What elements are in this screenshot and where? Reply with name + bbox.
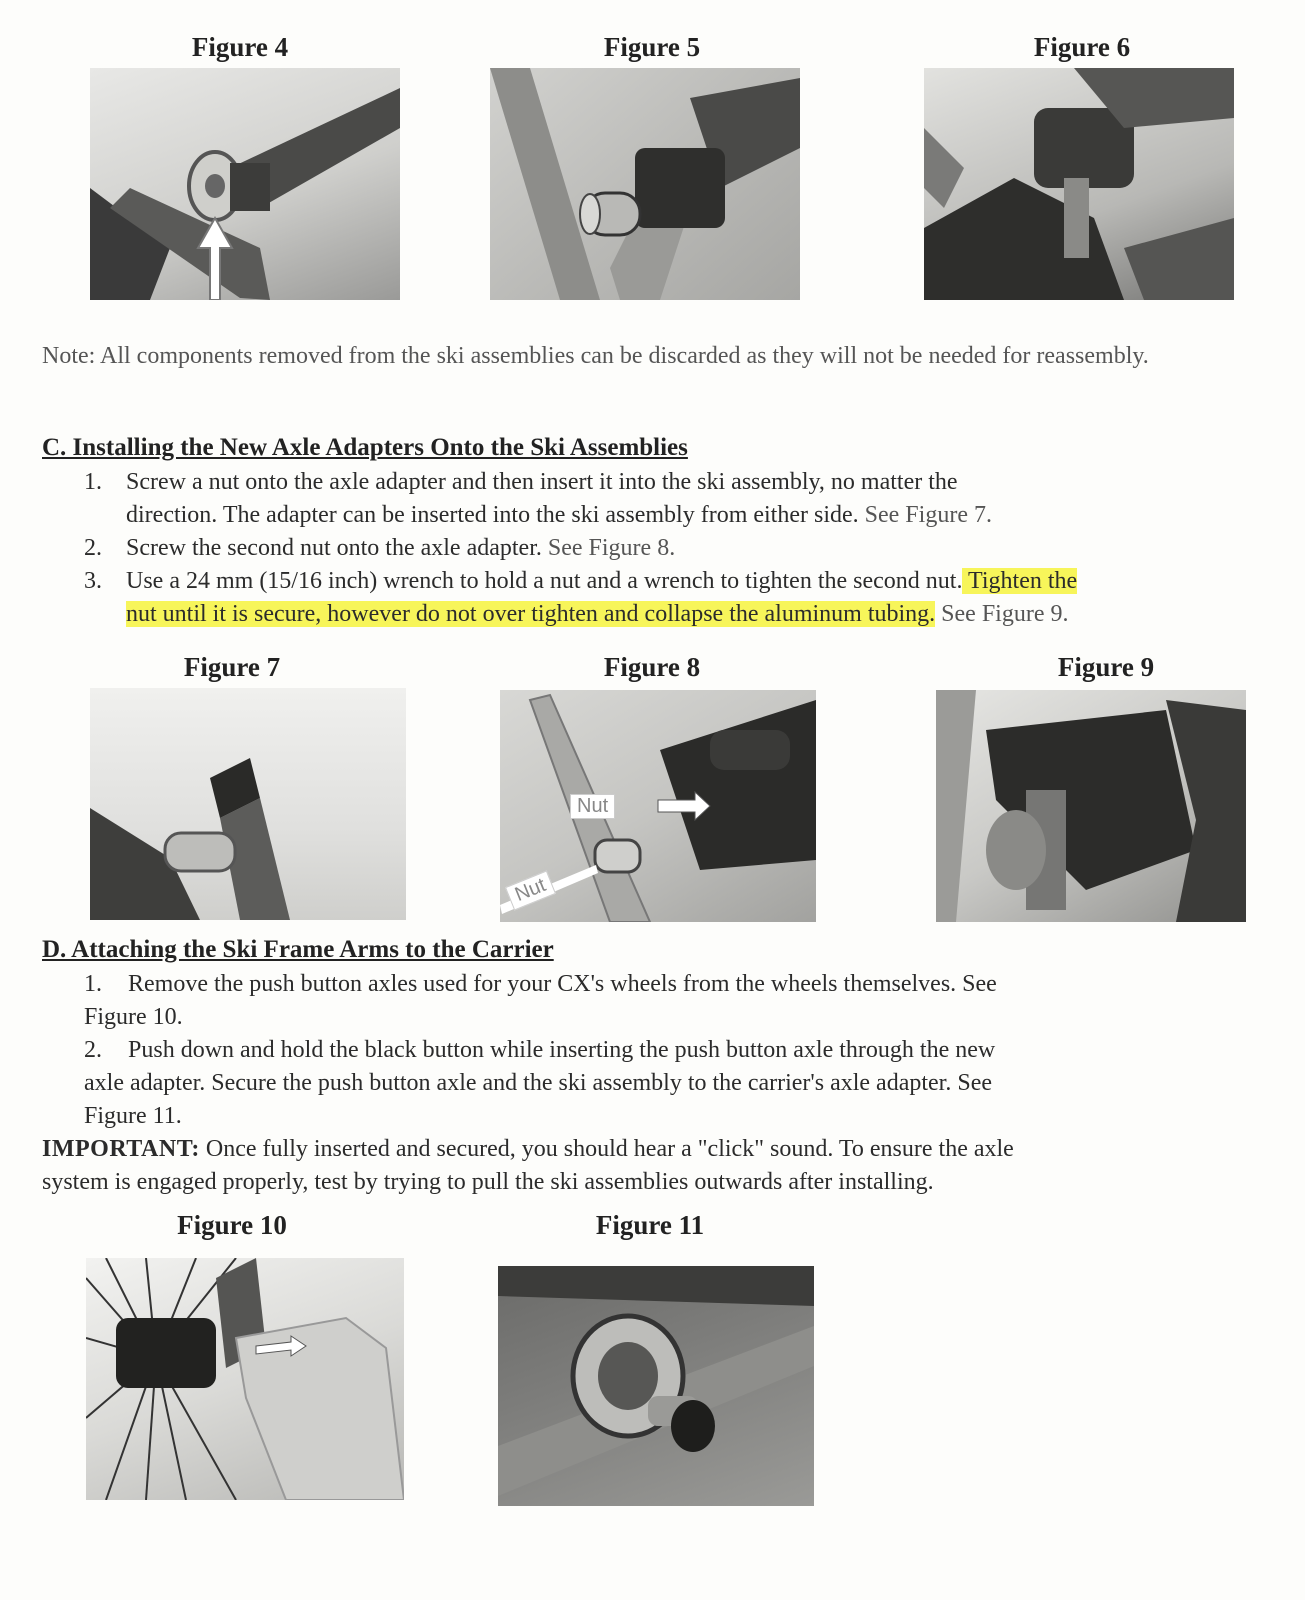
important-line1: Once fully inserted and secured, you should hear a "click" sound. To ensure the axle <box>199 1136 1014 1162</box>
step-c1 <box>84 466 1264 532</box>
step-d1-line2: Figure 10. <box>84 1004 183 1030</box>
step-c2-number: 2. <box>84 535 102 561</box>
step-d1 <box>84 968 1264 1034</box>
note-line-1 <box>42 340 1282 373</box>
figure-10-label: Figure 10 <box>177 1210 287 1240</box>
figure-8-nut-label-bottom: Nut <box>505 870 556 910</box>
step-d2 <box>84 1034 1274 1133</box>
figure-6-photo <box>924 68 1234 300</box>
step-c1-number: 1. <box>84 469 102 495</box>
step-c3-see-figure: See Figure 9. <box>935 601 1069 627</box>
figure-5-label: Figure 5 <box>603 32 701 62</box>
figure-7-photo <box>90 688 406 920</box>
figure-8-photo <box>500 690 816 922</box>
figure-10-photo <box>86 1258 404 1500</box>
step-d2-line1: Push down and hold the black button while inserting the push button axle through the new <box>128 1037 996 1063</box>
figure-8-nut-label-top: Nut <box>570 794 615 819</box>
step-c3 <box>84 565 1274 631</box>
figure-4-label: Figure 4 <box>191 32 289 62</box>
figure-7-label: Figure 7 <box>183 652 281 682</box>
figure-8-label: Figure 8 <box>603 652 701 682</box>
note-text: Note: All components removed from the ski assemblies can be discarded as they will not be needed for reassembly. <box>42 343 1149 369</box>
figure-9-photo <box>936 690 1246 922</box>
step-c3-highlight-2: nut until it is secure, however do not over tighten and collapse the aluminum tubing. <box>126 601 936 627</box>
step-c2-text: Screw the second nut onto the axle adapter. <box>126 535 542 561</box>
section-d-heading: D. Attaching the Ski Frame Arms to the Carrier <box>42 936 554 963</box>
step-c3-number: 3. <box>84 568 102 594</box>
important-label: IMPORTANT: <box>42 1136 200 1162</box>
step-d2-line3: Figure 11. <box>84 1103 182 1129</box>
step-c2 <box>84 532 1264 565</box>
step-d2-line2: axle adapter. Secure the push button axle and the ski assembly to the carrier's axle adapter. See <box>84 1070 993 1096</box>
step-d1-line1: Remove the push button axles used for your CX's wheels from the wheels themselves. See <box>128 971 997 997</box>
step-c2-see-figure: See Figure 8. <box>541 535 676 561</box>
important-note <box>42 1133 1282 1199</box>
section-c-heading: C. Installing the New Axle Adapters Onto the Ski Assemblies <box>42 434 688 461</box>
figure-9-label: Figure 9 <box>1057 652 1155 682</box>
figure-11-photo <box>498 1266 814 1506</box>
step-c1-line1: Screw a nut onto the axle adapter and then insert it into the ski assembly, no matter the <box>126 469 958 495</box>
step-d2-number: 2. <box>84 1037 102 1063</box>
important-line2: system is engaged properly, test by trying to pull the ski assemblies outwards after installing. <box>42 1169 934 1195</box>
step-c3-highlight-1: Tighten the <box>962 568 1078 594</box>
figure-11-label: Figure 11 <box>595 1210 705 1240</box>
step-c1-see-figure: See Figure 7. <box>858 502 992 528</box>
step-c1-line2: direction. The adapter can be inserted into the ski assembly from either side. <box>126 502 859 528</box>
figure-4-photo <box>90 68 400 300</box>
step-d1-number: 1. <box>84 971 102 997</box>
step-c3-line1: Use a 24 mm (15/16 inch) wrench to hold a nut and a wrench to tighten the second nut. <box>126 568 963 594</box>
figure-5-photo <box>490 68 800 300</box>
figure-6-label: Figure 6 <box>1033 32 1131 62</box>
